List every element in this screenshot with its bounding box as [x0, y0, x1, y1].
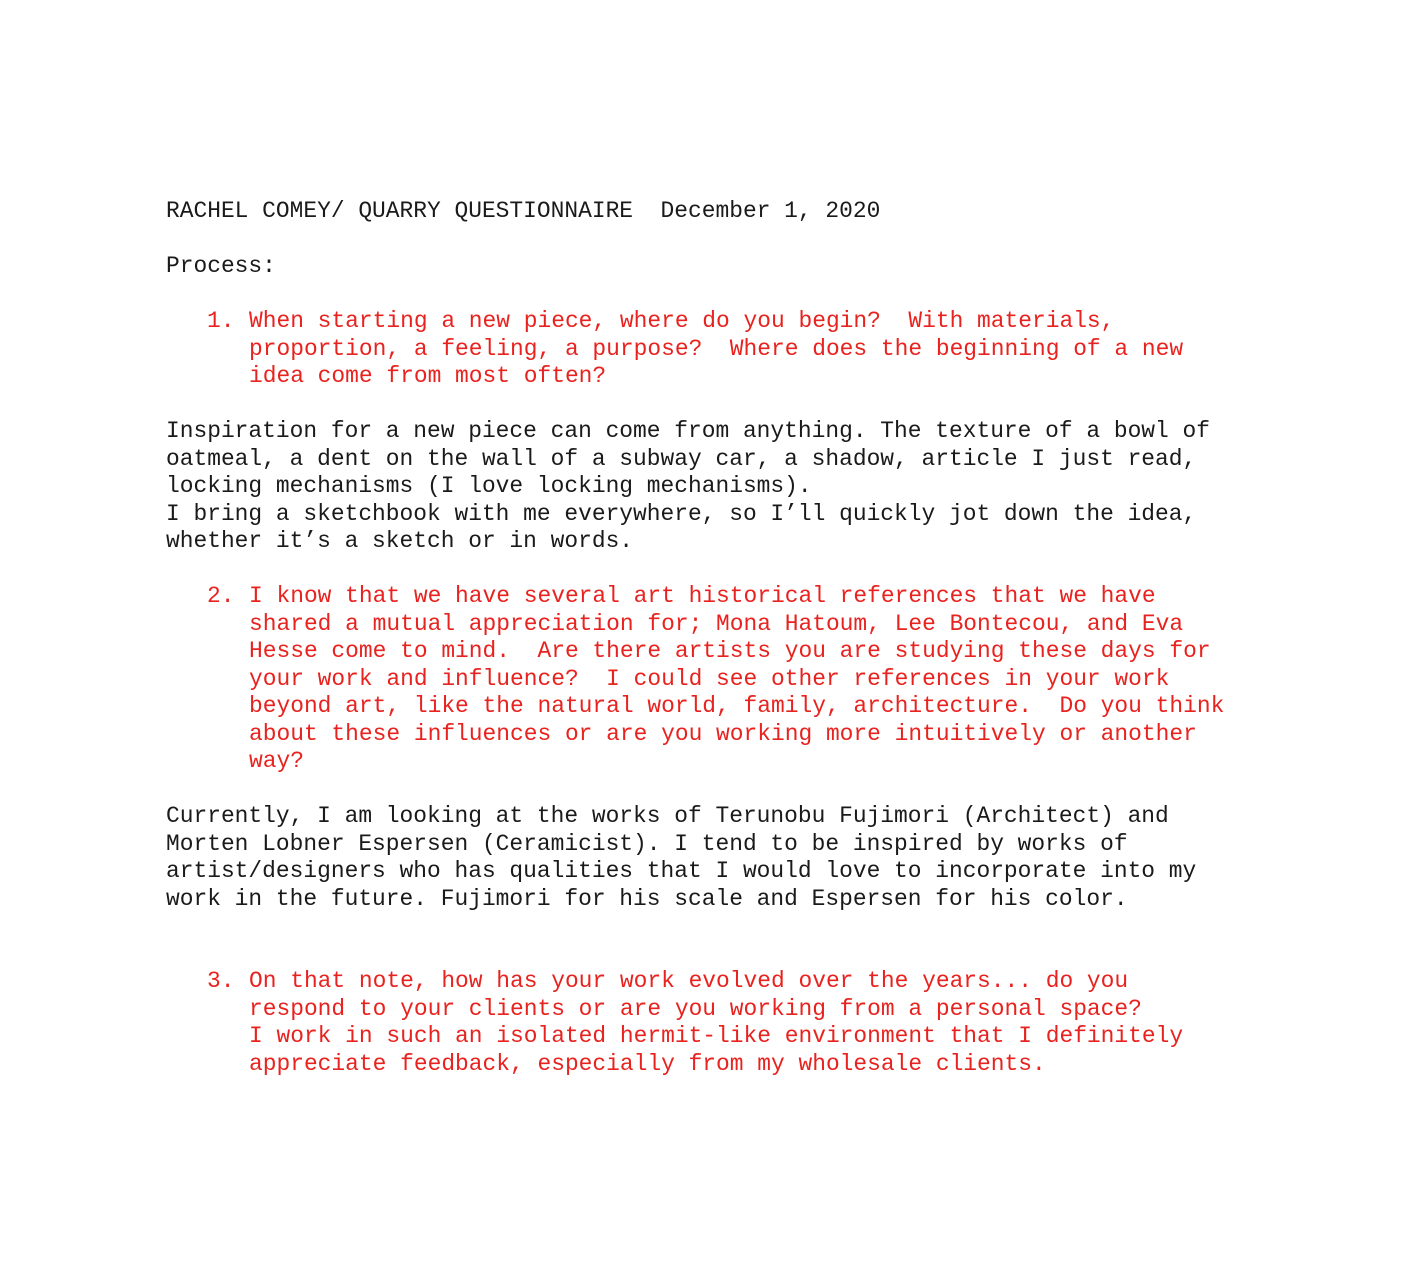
question-2: [166, 583, 1366, 776]
spacer: [166, 556, 1366, 584]
spacer: [166, 391, 1366, 419]
question-number: 3.: [207, 968, 235, 994]
spacer: [166, 913, 1366, 968]
section-label: Process:: [166, 253, 276, 279]
spacer: [166, 226, 1366, 254]
question-line: On that note, how has your work evolved over the years... do you: [249, 968, 1129, 994]
answer-line: whether it’s a sketch or in words.: [166, 528, 634, 554]
question-number: 2.: [207, 583, 235, 609]
question-line: idea come from most often?: [249, 363, 607, 389]
spacer: [166, 776, 1366, 804]
question-3: [166, 968, 1366, 1078]
answer-2: [166, 803, 1366, 913]
answer-line: oatmeal, a dent on the wall of a subway car, a shadow, article I just read,: [166, 445, 1197, 472]
question-line: beyond art, like the natural world, family, architecture. Do you think: [249, 693, 1225, 719]
question-line: When starting a new piece, where do you begin? With materials,: [249, 308, 1115, 334]
question-text: [249, 308, 1366, 391]
question-line: proportion, a feeling, a purpose? Where does the beginning of a new: [249, 335, 1184, 362]
document-header: [166, 198, 1366, 226]
spacer: [166, 281, 1366, 309]
question-line: Hesse come to mind. Are there artists you are studying these days for: [249, 638, 1211, 664]
question-line: appreciate feedback, especially from my wholesale clients.: [249, 1050, 1046, 1077]
question-line: I know that we have several art historical references that we have: [249, 583, 1156, 609]
question-line: your work and influence? I could see other references in your work: [249, 665, 1170, 692]
document-title: RACHEL COMEY/ QUARRY QUESTIONNAIRE: [166, 198, 634, 224]
answer-line: Inspiration for a new piece can come from anything. The texture of a bowl of: [166, 418, 1210, 444]
document: [166, 198, 1366, 1078]
answer-line: work in the future. Fujimori for his scale and Espersen for his color.: [166, 885, 1128, 912]
answer-line: I bring a sketchbook with me everywhere, so I’ll quickly jot down the idea,: [166, 500, 1197, 527]
document-date: December 1, 2020: [660, 198, 881, 224]
question-line: I work in such an isolated hermit-like environment that I definitely: [249, 1023, 1184, 1049]
question-text: [249, 583, 1366, 776]
answer-line: Currently, I am looking at the works of Terunobu Fujimori (Architect) and: [166, 803, 1169, 829]
answer-1: [166, 418, 1366, 556]
answer-line: artist/designers who has qualities that I would love to incorporate into my: [166, 858, 1197, 884]
question-1: [166, 308, 1366, 391]
answer-line: locking mechanisms (I love locking mechanisms).: [166, 473, 812, 499]
question-text: [249, 968, 1366, 1078]
question-number: 1.: [207, 308, 235, 334]
question-line: way?: [249, 748, 304, 774]
question-line: respond to your clients or are you working from a personal space?: [249, 995, 1142, 1022]
question-line: about these influences or are you working more intuitively or another: [249, 720, 1197, 747]
answer-line: Morten Lobner Espersen (Ceramicist). I tend to be inspired by works of: [166, 830, 1128, 857]
question-line: shared a mutual appreciation for; Mona Hatoum, Lee Bontecou, and Eva: [249, 610, 1184, 637]
